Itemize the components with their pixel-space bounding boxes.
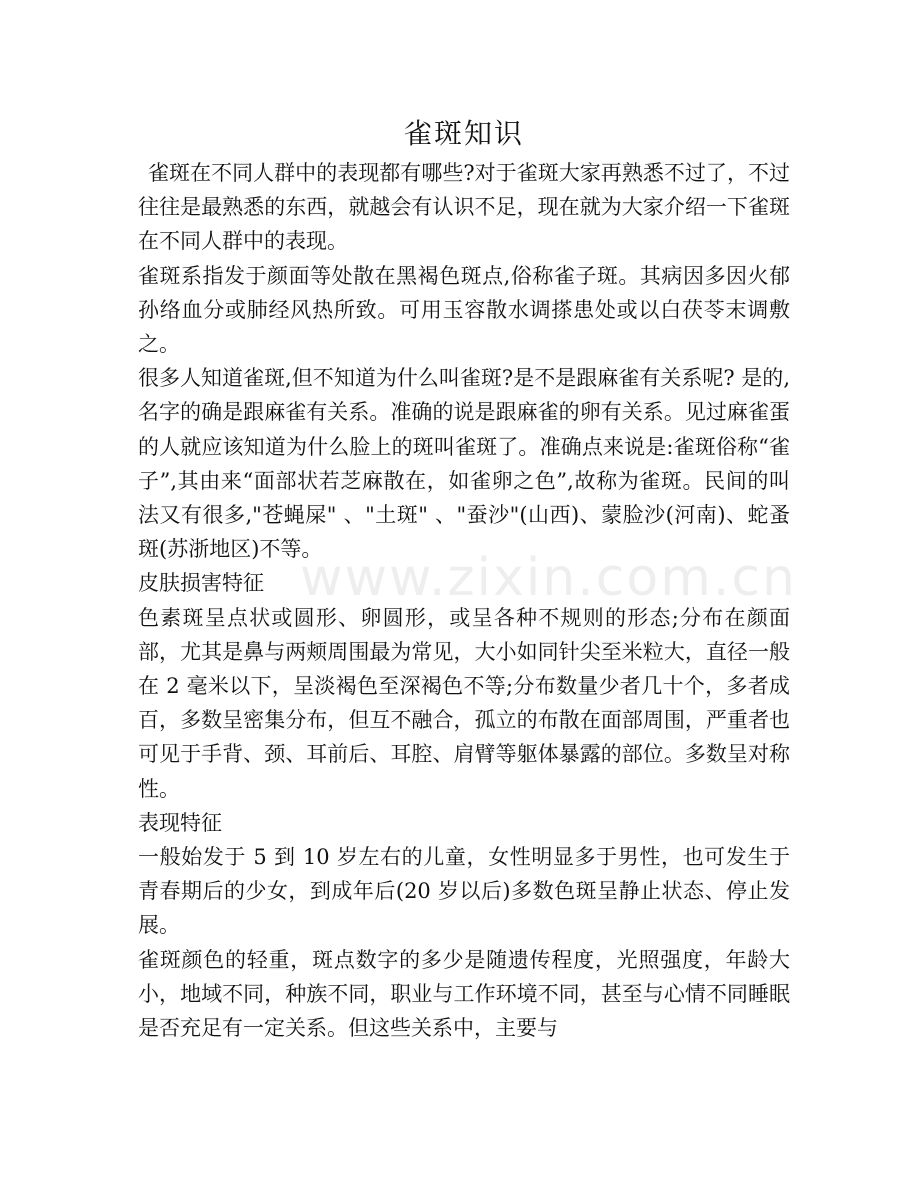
skin-lesion-paragraph: 色素斑呈点状或圆形、卵圆形，或呈各种不规则的形态;分布在颜面部，尤其是鼻与两颊周围最为常见，大小如同针尖至米粒大，直径一般在 2 毫米以下，呈淡褐色至深褐色不等;分布数量少者几十个，多者成百，多数呈密集分布，但互不融合，孤立的布散在面部周围，严重者也可见于手背、颈、耳前后、耳腔、肩臂等躯体暴露的部位。多数呈对称性。 — [138, 605, 790, 801]
color-factors-paragraph: 雀斑颜色的轻重，斑点数字的多少是随遗传程度，光照强度，年龄大小，地域不同，种族不同，职业与工作环境不同，甚至与心情不同睡眠是否充足有一定关系。但这些关系中，主要与 — [138, 947, 790, 1041]
definition-paragraph: 雀斑系指发于颜面等处散在黑褐色斑点,俗称雀子斑。其病因多因火郁孙络血分或肺经风热所致。可用玉容散水调搽患处或以白茯苓末调敷之。 — [138, 263, 790, 357]
watermark: www.zixin.com.cn — [300, 548, 797, 608]
section-heading-skin-lesion: 皮肤损害特征 — [138, 571, 264, 596]
intro-paragraph: 雀斑在不同人群中的表现都有哪些?对于雀斑大家再熟悉不过了，不过往往是最熟悉的东西，就越会有认识不足，现在就为大家介绍一下雀斑在不同人群中的表现。 — [138, 161, 790, 254]
symptoms-paragraph: 一般始发于 5 到 10 岁左右的儿童，女性明显多于男性，也可发生于青春期后的少女，到成年后(20 岁以后)多数色斑呈静止状态、停止发展。 — [138, 845, 790, 938]
name-origin-paragraph: 很多人知道雀斑,但不知道为什么叫雀斑?是不是跟麻雀有关系呢? 是的,名字的确是跟麻雀有关系。准确的说是跟麻雀的卵有关系。见过麻雀蛋的人就应该知道为什么脸上的斑叫雀斑了。准确点来说是:雀斑俗称“雀子”,其由来“面部状若芝麻散在，如雀卵之色”,故称为雀斑。民间的叫法又有很多,"苍蝇屎" 、"土斑" 、"蚕沙"(山西)、蒙脸沙(河南)、蛇蚤斑(苏浙地区)不等。 — [138, 366, 790, 562]
page-title: 雀斑知识 — [403, 117, 524, 150]
document-page — [138, 112, 790, 1045]
section-heading-symptoms: 表现特征 — [138, 810, 222, 835]
